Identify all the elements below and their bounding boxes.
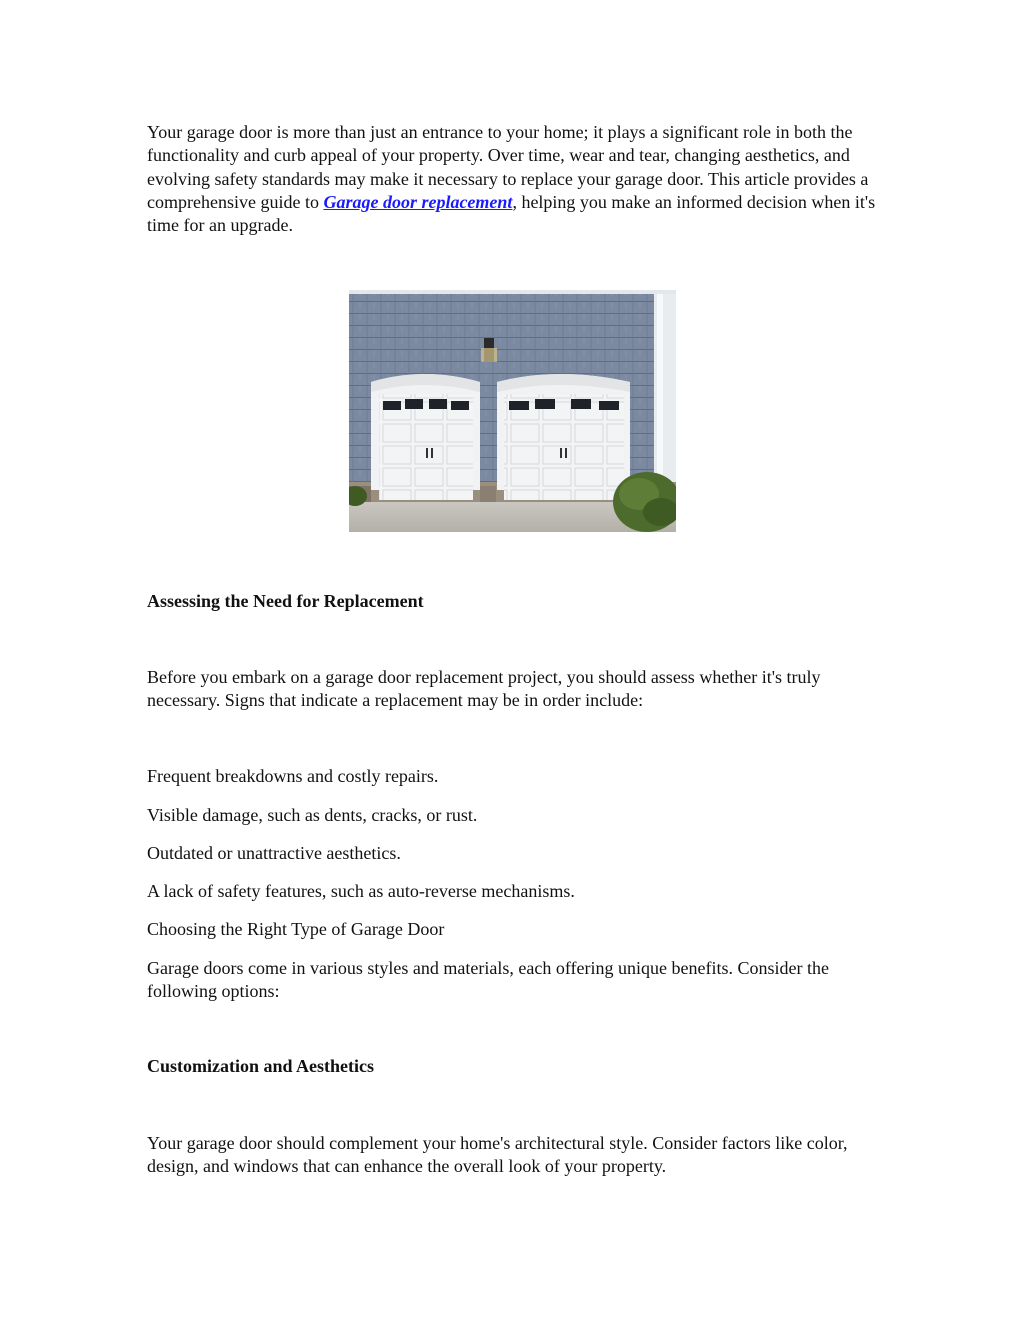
garage-doors-image (349, 290, 676, 532)
customization-paragraph: Your garage door should complement your home's architectural style. Consider factors like color, design, and windows that can enhance the overall look of your property. (147, 1133, 848, 1177)
garage-door-replacement-link[interactable]: Garage door replacement (323, 191, 513, 212)
sign-item: Frequent breakdowns and costly repairs. (147, 766, 439, 786)
choosing-title: Choosing the Right Type of Garage Door (147, 919, 445, 939)
sign-item: A lack of safety features, such as auto-reverse mechanisms. (147, 881, 575, 901)
choosing-paragraph: Garage doors come in various styles and materials, each offering unique benefits. Consider the following options: (147, 958, 829, 1002)
sign-item: Outdated or unattractive aesthetics. (147, 843, 401, 863)
customization-heading: Customization and Aesthetics (147, 1056, 375, 1076)
intro-paragraph (147, 121, 877, 237)
garage-doors-photo-icon (349, 290, 676, 532)
intro-text-before-link: Your garage door is more than just an entrance to your home; it plays a significant role in both the functionality and curb appeal of your property. Over time, wear and tear, changing aesthetics, and evolving safety standards may make it necessary to replace your garage door. This article provides a comprehensive guide to (147, 122, 869, 212)
sign-item: Visible damage, such as dents, cracks, or rust. (147, 805, 478, 825)
assessing-paragraph: Before you embark on a garage door replacement project, you should assess whether it's truly necessary. Signs that indicate a replacement may be in order include: (147, 667, 821, 711)
assessing-heading: Assessing the Need for Replacement (147, 591, 424, 611)
intro-text-after-link: , helping you make an informed decision when it's time for an upgrade. (147, 191, 876, 236)
